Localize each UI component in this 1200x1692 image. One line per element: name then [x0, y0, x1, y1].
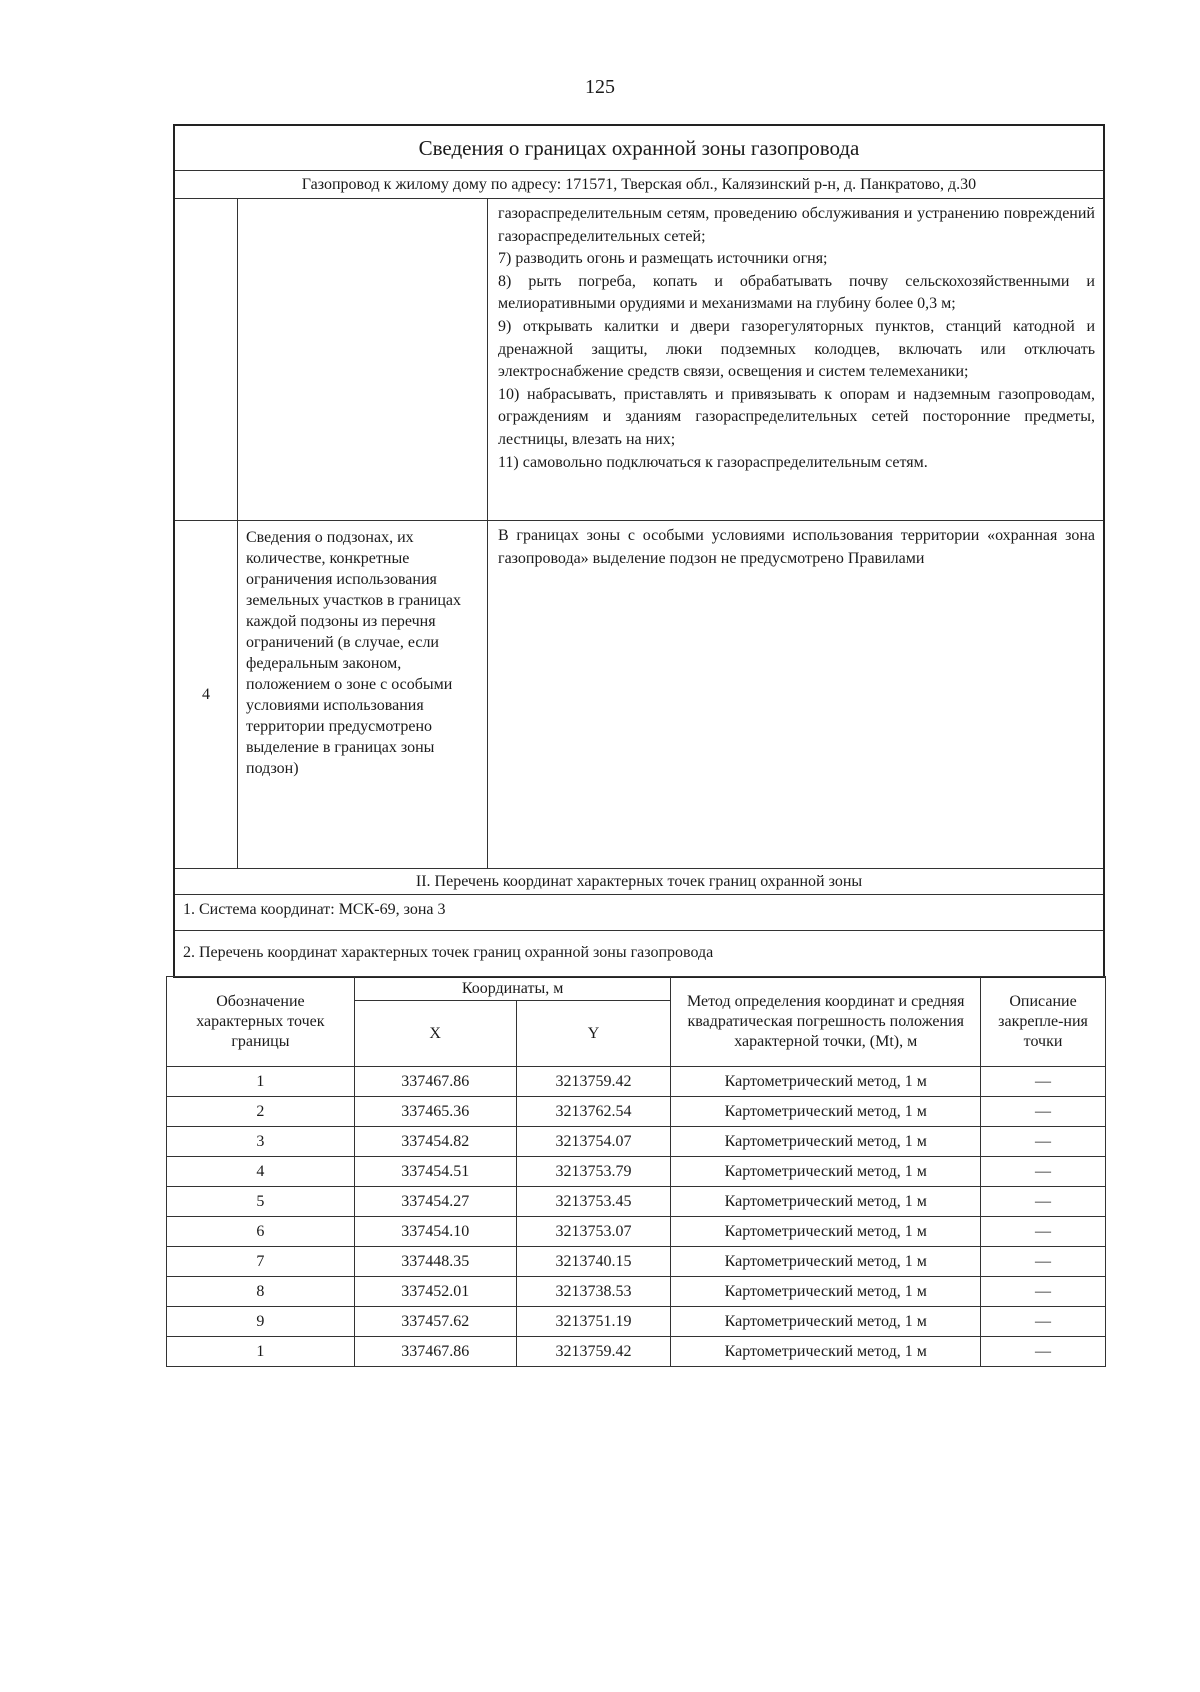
point-description: —: [981, 1277, 1106, 1307]
point-x: 337454.82: [354, 1127, 516, 1157]
point-y: 3213753.45: [516, 1187, 671, 1217]
point-number: 8: [167, 1277, 355, 1307]
point-method: Картометрический метод, 1 м: [671, 1247, 981, 1277]
table-row: [167, 1157, 1106, 1187]
point-x: 337454.51: [354, 1157, 516, 1187]
subzones-label: Сведения о подзонах, их количестве, конкретные ограничения использования земельных участков в границах каждой подзоны из перечня ограничений (в случае, если федеральным законом, положением о зоне с особыми условиями использования территории предусмотрено выделение в границах зоны подзон): [238, 521, 488, 868]
header-method: Метод определения координат и средняя квадратическая погрешность положения характерной точки, (Mt), м: [671, 977, 981, 1067]
point-description: —: [981, 1127, 1106, 1157]
point-y: 3213754.07: [516, 1127, 671, 1157]
restrictions-number-cell: [175, 199, 238, 520]
point-method: Картометрический метод, 1 м: [671, 1187, 981, 1217]
header-designation: Обозначение характерных точек границы: [167, 977, 355, 1067]
point-x: 337452.01: [354, 1277, 516, 1307]
point-number: 1: [167, 1337, 355, 1367]
point-method: Картометрический метод, 1 м: [671, 1277, 981, 1307]
restrictions-row: [175, 199, 1103, 521]
table-row: [167, 1277, 1106, 1307]
point-description: —: [981, 1217, 1106, 1247]
restriction-line: газораспределительным сетям, проведению обслуживания и устранению повреждений газораспределительных сетей;: [498, 205, 1095, 245]
point-y: 3213751.19: [516, 1307, 671, 1337]
point-y: 3213759.42: [516, 1337, 671, 1367]
point-x: 337448.35: [354, 1247, 516, 1277]
header-description: Описание закрепле-ния точки: [981, 977, 1106, 1067]
subzones-row: [175, 521, 1103, 869]
point-method: Картометрический метод, 1 м: [671, 1217, 981, 1247]
point-description: —: [981, 1247, 1106, 1277]
point-description: —: [981, 1067, 1106, 1097]
point-x: 337467.86: [354, 1067, 516, 1097]
point-y: 3213753.07: [516, 1217, 671, 1247]
header-coordinates: Координаты, м: [354, 977, 671, 1001]
restriction-line: 7) разводить огонь и размещать источники огня;: [498, 250, 828, 268]
subzones-value: В границах зоны с особыми условиями использования территории «охранная зона газопровода» выделение подзон не предусмотрено Правилами: [498, 527, 1095, 567]
table-row: [167, 1067, 1106, 1097]
point-x: 337467.86: [354, 1337, 516, 1367]
point-method: Картометрический метод, 1 м: [671, 1337, 981, 1367]
point-number: 9: [167, 1307, 355, 1337]
point-y: 3213759.42: [516, 1067, 671, 1097]
point-method: Картометрический метод, 1 м: [671, 1067, 981, 1097]
table-row: [167, 1097, 1106, 1127]
restriction-line: 8) рыть погреба, копать и обрабатывать почву сельскохозяйственными и мелиоративными орудиями и механизмами на глубину более 0,3 м;: [498, 272, 1095, 313]
table-row: [167, 1187, 1106, 1217]
point-number: 3: [167, 1127, 355, 1157]
point-description: —: [981, 1097, 1106, 1127]
restriction-line: 10) набрасывать, приставлять и привязывать к опорам и надземным газопроводам, ограждениям и зданиям газораспределительных сетей посторонние предметы, лестницы, влезать на них;: [498, 385, 1095, 448]
point-method: Картометрический метод, 1 м: [671, 1307, 981, 1337]
page-number: 125: [585, 76, 615, 98]
point-description: —: [981, 1307, 1106, 1337]
point-description: —: [981, 1157, 1106, 1187]
table-row: [167, 1247, 1106, 1277]
point-x: 337457.62: [354, 1307, 516, 1337]
coordinates-table: [166, 976, 1106, 1367]
point-y: 3213740.15: [516, 1247, 671, 1277]
points-list-title: 2. Перечень координат характерных точек границ охранной зоны газопровода: [183, 944, 714, 961]
header-y: Y: [516, 1001, 671, 1067]
point-x: 337465.36: [354, 1097, 516, 1127]
point-number: 1: [167, 1067, 355, 1097]
document-title: Сведения о границах охранной зоны газопровода: [175, 126, 1103, 171]
point-x: 337454.10: [354, 1217, 516, 1247]
point-number: 4: [167, 1157, 355, 1187]
point-number: 7: [167, 1247, 355, 1277]
section-ii-heading: II. Перечень координат характерных точек границ охранной зоны: [175, 869, 1103, 895]
subzones-number: 4: [175, 521, 238, 868]
zone-info-block: [173, 124, 1105, 978]
header-x: X: [354, 1001, 516, 1067]
points-table-body: [167, 1067, 1106, 1367]
table-row: [167, 1307, 1106, 1337]
point-method: Картометрический метод, 1 м: [671, 1097, 981, 1127]
table-row: [167, 1337, 1106, 1367]
coordinate-system: 1. Система координат: МСК-69, зона 3: [175, 895, 1103, 931]
point-x: 337454.27: [354, 1187, 516, 1217]
restrictions-text-cell: [488, 199, 1103, 520]
gas-pipeline-address: Газопровод к жилому дому по адресу: 171571, Тверская обл., Калязинский р-н, д. Панкратово, д.30: [175, 171, 1103, 199]
table-row: [167, 1217, 1106, 1247]
point-number: 6: [167, 1217, 355, 1247]
point-y: 3213762.54: [516, 1097, 671, 1127]
point-number: 2: [167, 1097, 355, 1127]
restrictions-label-cell: [238, 199, 488, 520]
point-method: Картометрический метод, 1 м: [671, 1157, 981, 1187]
table-row: [167, 1127, 1106, 1157]
point-y: 3213753.79: [516, 1157, 671, 1187]
restriction-line: 11) самовольно подключаться к газораспределительным сетям.: [498, 453, 928, 471]
restriction-line: 9) открывать калитки и двери газорегуляторных пунктов, станций катодной и дренажной защиты, люки подземных колодцев, включать или отключать электроснабжение средств связи, освещения и систем телемеханики;: [498, 317, 1095, 381]
point-description: —: [981, 1337, 1106, 1367]
point-number: 5: [167, 1187, 355, 1217]
point-y: 3213738.53: [516, 1277, 671, 1307]
point-description: —: [981, 1187, 1106, 1217]
point-method: Картометрический метод, 1 м: [671, 1127, 981, 1157]
